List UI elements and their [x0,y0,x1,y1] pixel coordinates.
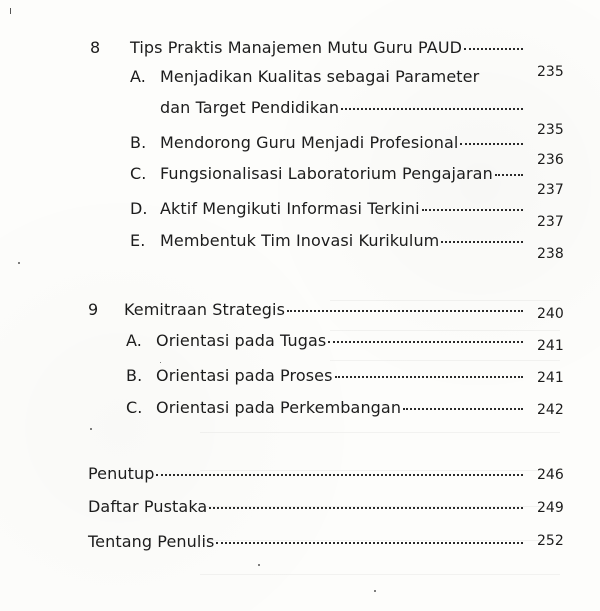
section-title: Daftar Pustaka [88,497,208,516]
toc-item-8d [130,199,527,218]
chapter-title: Kemitraan Strategis [124,300,286,319]
page-number: 241 [537,370,564,386]
toc-back-daftar-pustaka [88,497,527,516]
leader-dots [156,474,523,476]
page-number: 246 [537,467,564,483]
item-title: Menjadikan Kualitas sebagai Parameter [160,67,480,86]
item-title: Orientasi pada Perkembangan [156,398,402,417]
leader-dots [341,108,523,110]
item-title: Orientasi pada Tugas [156,331,327,350]
toc-item-8a-cont [160,98,527,117]
toc-item-9a [126,331,527,350]
item-letter: D. [130,199,148,218]
item-letter: C. [126,398,143,417]
page-number: 238 [537,246,564,262]
page-number: 237 [537,182,564,198]
print-speck [18,262,20,264]
print-speck [258,564,260,566]
chapter-number: 8 [90,38,101,57]
leader-dots [335,376,523,378]
section-title: Penutup [88,464,155,483]
page-number: 237 [537,214,564,230]
leader-dots [328,341,523,343]
toc-chapter-8 [90,38,527,57]
page-number: 236 [537,152,564,168]
item-letter: E. [130,231,146,250]
item-title-continued: dan Target Pendidikan [160,98,340,117]
section-title: Tentang Penulis [88,532,215,551]
leader-dots [441,241,523,243]
leader-dots [460,143,523,145]
page-number: 241 [537,338,564,354]
item-letter: A. [126,331,142,350]
bleed-through-line [200,432,560,433]
toc-item-8c [130,164,527,183]
leader-dots [403,408,523,410]
bleed-through-line [200,574,560,575]
item-title: Mendorong Guru Menjadi Profesional [160,133,459,152]
leader-dots [495,174,523,176]
page-number: 252 [537,533,564,549]
print-speck [90,428,92,430]
toc-item-9b [126,366,527,385]
leader-dots [287,310,523,312]
item-title: Membentuk Tim Inovasi Kurikulum [160,231,440,250]
toc-item-9c [126,398,527,417]
toc-item-8a [130,67,527,86]
toc-item-8b [130,133,527,152]
item-title: Fungsionalisasi Laboratorium Pengajaran [160,164,493,183]
print-speck [374,590,376,592]
bleed-through-line [330,360,560,361]
toc-back-penutup [88,464,527,483]
item-letter: A. [130,67,146,86]
item-letter: B. [130,133,147,152]
page-number: 235 [537,122,564,138]
leader-dots [464,48,523,50]
item-letter: C. [130,164,147,183]
item-title: Aktif Mengikuti Informasi Terkini [160,199,420,218]
leader-dots [209,507,523,509]
leader-dots [422,209,523,211]
toc-chapter-9 [88,300,527,319]
chapter-title: Tips Praktis Manajemen Mutu Guru PAUD [130,38,463,57]
toc-back-tentang-penulis [88,532,527,551]
page-number: 240 [537,306,564,322]
page-number: 242 [537,402,564,418]
print-speck [10,8,11,14]
toc-item-8e [130,231,527,250]
leader-dots [216,542,523,544]
page-number: 235 [537,64,564,80]
print-speck [160,362,161,363]
item-title: Orientasi pada Proses [156,366,333,385]
chapter-number: 9 [88,300,99,319]
page-number: 249 [537,500,564,516]
item-letter: B. [126,366,143,385]
